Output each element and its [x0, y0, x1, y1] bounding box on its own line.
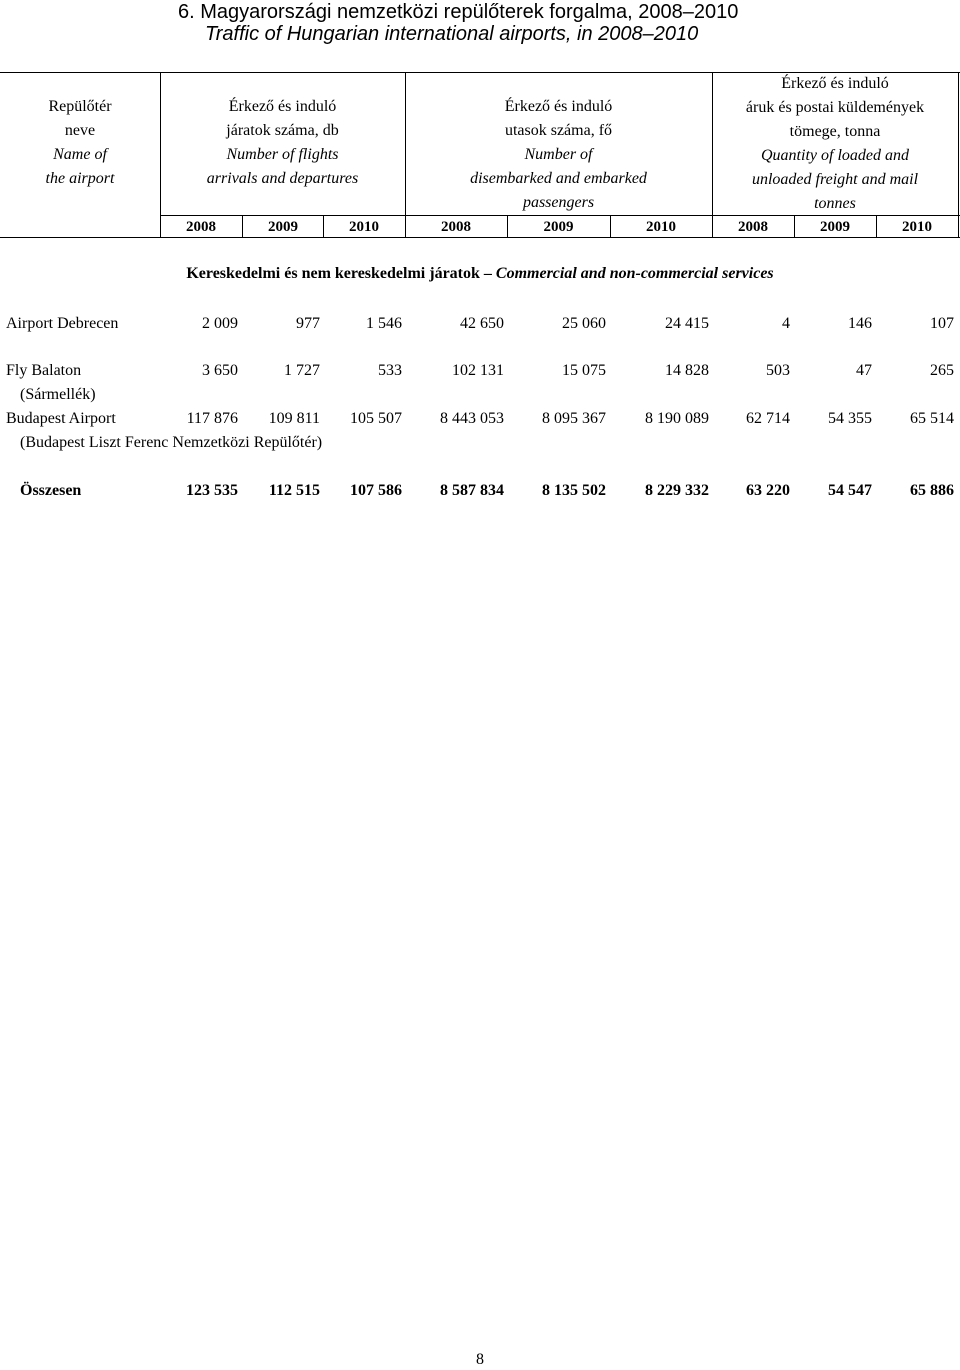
header-passengers	[405, 95, 712, 215]
total-cell: 65 886	[910, 482, 954, 499]
header-flights	[160, 95, 405, 191]
value-cell: 146	[848, 315, 872, 332]
airport-name: Budapest Airport	[6, 410, 116, 427]
value-cell: 107	[930, 315, 954, 332]
header-right-edge	[958, 72, 959, 238]
total-cell: 8 135 502	[542, 482, 606, 499]
year-header: 2009	[268, 219, 298, 235]
header-passengers-hu-1: Érkező és induló	[504, 98, 613, 115]
total-cell: 63 220	[746, 482, 790, 499]
value-cell: 8 190 089	[645, 410, 709, 427]
year-header: 2008	[186, 219, 216, 235]
airport-name: Fly Balaton	[6, 362, 82, 379]
value-cell: 117 876	[186, 410, 238, 427]
value-cell: 105 507	[350, 410, 402, 427]
header-passengers-en-2: disembarked and embarked	[470, 170, 647, 187]
value-cell: 533	[378, 362, 402, 379]
table-title-hu: 6. Magyarországi nemzetközi repülőterek forgalma, 2008–2010	[178, 1, 739, 23]
value-cell: 65 514	[910, 410, 954, 427]
header-flights-hu-2: járatok száma, db	[226, 122, 339, 139]
value-cell: 25 060	[562, 315, 606, 332]
total-cell: 123 535	[186, 482, 238, 499]
year-header: 2010	[902, 219, 932, 235]
total-cell: 54 547	[828, 482, 872, 499]
value-cell: 1 546	[366, 315, 402, 332]
header-freight-en-3: tonnes	[814, 195, 856, 212]
year-header: 2009	[820, 219, 850, 235]
header-freight-en-1: Quantity of loaded and	[761, 147, 909, 164]
value-cell: 8 095 367	[542, 410, 606, 427]
value-cell: 102 131	[452, 362, 504, 379]
value-cell: 24 415	[665, 315, 709, 332]
header-airport-hu-2: neve	[64, 122, 96, 139]
header-flights-hu-1: Érkező és induló	[228, 98, 337, 115]
value-cell: 4	[782, 315, 790, 332]
page-number: 8	[476, 1351, 484, 1368]
section-heading-hu: Kereskedelmi és nem kereskedelmi járatok –	[186, 265, 492, 282]
value-cell: 109 811	[268, 410, 320, 427]
year-header: 2010	[349, 219, 379, 235]
table-title-en: Traffic of Hungarian international airports, in 2008–2010	[205, 23, 699, 45]
value-cell: 47	[856, 362, 872, 379]
year-header: 2009	[543, 219, 574, 235]
section-heading-en: Commercial and non-commercial services	[495, 265, 774, 282]
header-freight-hu-3: tömege, tonna	[789, 123, 881, 140]
header-freight-hu-1: Érkező és induló	[781, 75, 889, 92]
header-flights-en-2: arrivals and departures	[206, 170, 359, 187]
value-cell: 503	[766, 362, 790, 379]
header-freight-hu-2: áruk és postai küldemények	[745, 99, 925, 116]
value-cell: 15 075	[562, 362, 606, 379]
value-cell: 2 009	[202, 315, 238, 332]
value-cell: 14 828	[665, 362, 709, 379]
header-airport-en-2: the airport	[45, 170, 115, 187]
year-header: 2010	[646, 219, 676, 235]
value-cell: 42 650	[460, 315, 504, 332]
header-passengers-hu-2: utasok száma, fő	[504, 122, 613, 139]
total-cell: 112 515	[268, 482, 320, 499]
header-passengers-en-1: Number of	[524, 146, 593, 163]
year-header: 2008	[441, 219, 471, 235]
value-cell: 8 443 053	[440, 410, 504, 427]
value-cell: 265	[930, 362, 954, 379]
header-freight-en-2: unloaded freight and mail	[751, 171, 919, 188]
total-label: Összesen	[20, 482, 82, 499]
header-passengers-en-3: passengers	[522, 194, 595, 211]
value-cell: 1 727	[284, 362, 320, 379]
header-airport-hu-1: Repülőtér	[48, 98, 112, 115]
value-cell: 977	[296, 315, 320, 332]
total-cell: 8 229 332	[645, 482, 709, 499]
header-airport	[0, 95, 160, 191]
header-freight	[712, 72, 958, 216]
airport-name-sub: (Budapest Liszt Ferenc Nemzetközi Repülőtér)	[20, 434, 323, 451]
header-airport-en-1: Name of	[53, 146, 107, 163]
header-flights-en-1: Number of flights	[226, 146, 339, 163]
value-cell: 3 650	[202, 362, 238, 379]
year-header: 2008	[738, 219, 768, 235]
value-cell: 62 714	[746, 410, 790, 427]
airport-name: Airport Debrecen	[6, 315, 119, 332]
value-cell: 54 355	[828, 410, 872, 427]
section-heading	[0, 262, 960, 286]
airport-name-sub: (Sármellék)	[20, 386, 96, 403]
total-cell: 107 586	[350, 482, 402, 499]
total-cell: 8 587 834	[440, 482, 504, 499]
